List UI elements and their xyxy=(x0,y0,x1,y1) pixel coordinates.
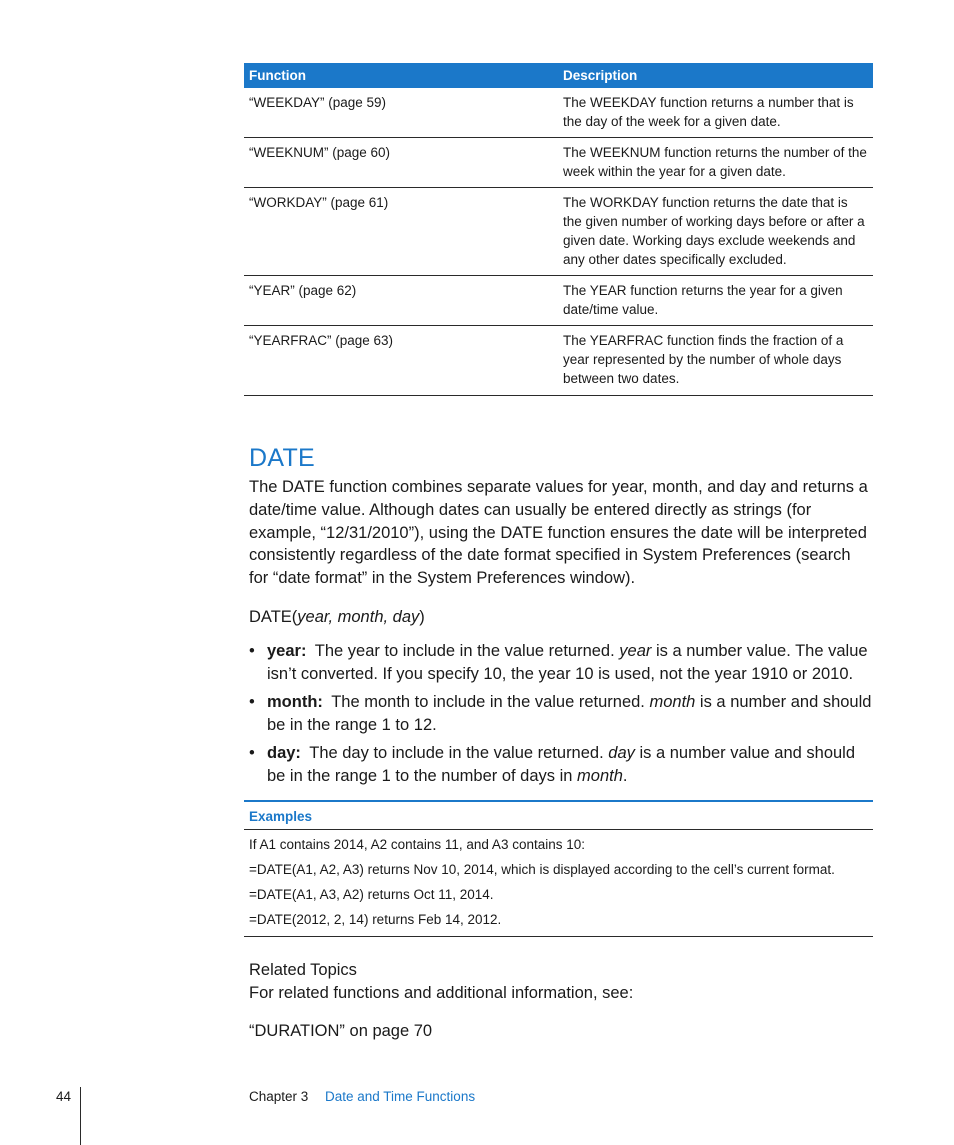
function-link[interactable]: “WORKDAY” (page 61) xyxy=(244,188,558,276)
argument-item-year xyxy=(244,640,873,686)
section-title: DATE xyxy=(249,444,316,472)
bullet-icon: • xyxy=(249,641,255,660)
argument-name: year: xyxy=(267,641,307,660)
argument-list xyxy=(244,640,873,788)
table-row xyxy=(244,188,873,276)
related-topics-text: For related functions and additional information, see: xyxy=(249,983,634,1002)
table-row xyxy=(244,276,873,326)
function-table xyxy=(244,63,873,396)
syntax-close-paren: ) xyxy=(419,607,425,626)
argument-emphasis: month xyxy=(577,766,623,785)
table-row xyxy=(244,88,873,138)
argument-text: . xyxy=(622,766,628,785)
function-link[interactable]: “YEARFRAC” (page 63) xyxy=(244,326,558,396)
argument-text: The year to include in the value returned. xyxy=(314,641,620,660)
function-description: The WEEKNUM function returns the number of the week within the year for a given date. xyxy=(558,138,873,188)
syntax-function-name: DATE xyxy=(249,607,292,626)
argument-emphasis: day xyxy=(608,743,635,762)
example-line: =DATE(A1, A2, A3) returns Nov 10, 2014, which is displayed according to the cell’s current format. xyxy=(249,861,835,877)
page-content xyxy=(244,63,873,1042)
syntax-arguments: year, month, day xyxy=(297,607,420,626)
argument-text: is a number value. The value isn’t converted. If you specify 10, the year 10 is used, not the year 1910 or 2010. xyxy=(267,641,868,683)
function-link[interactable]: “WEEKNUM” (page 60) xyxy=(244,138,558,188)
example-line: =DATE(A1, A3, A2) returns Oct 11, 2014. xyxy=(249,886,494,902)
table-row xyxy=(244,138,873,188)
footer-divider xyxy=(80,1087,81,1145)
bullet-icon: • xyxy=(249,692,255,711)
function-description: The YEARFRAC function finds the fraction of a year represented by the number of whole days between two dates. xyxy=(558,326,873,396)
page-number: 44 xyxy=(56,1089,72,1104)
bullet-icon: • xyxy=(249,743,255,762)
footer-chapter-title-link[interactable]: Date and Time Functions xyxy=(325,1089,476,1104)
function-description: The WEEKDAY function returns a number that is the day of the week for a given date. xyxy=(558,88,873,138)
function-link[interactable]: “YEAR” (page 62) xyxy=(244,276,558,326)
argument-text: is a number and should be in the range 1 to 12. xyxy=(267,692,872,734)
function-description: The WORKDAY function returns the date that is the given number of working days before or after a given date. Working days exclude weekends and any other dates specifically excluded. xyxy=(558,188,873,276)
argument-text: The day to include in the value returned. xyxy=(309,743,609,762)
argument-item-month xyxy=(244,691,873,737)
table-row xyxy=(244,326,873,396)
related-topics-heading: Related Topics xyxy=(249,960,357,979)
argument-emphasis: year xyxy=(619,641,652,660)
example-line: If A1 contains 2014, A2 contains 11, and A3 contains 10: xyxy=(249,836,585,852)
argument-name: day: xyxy=(267,743,301,762)
column-header-function: Function xyxy=(244,63,558,88)
examples-box xyxy=(244,800,873,937)
argument-text: is a number value and should be in the range 1 to the number of days in xyxy=(267,743,856,785)
table-header-row xyxy=(244,63,873,88)
argument-text: The month to include in the value returned. xyxy=(331,692,650,711)
column-header-description: Description xyxy=(558,63,873,88)
syntax-open-paren: ( xyxy=(291,607,298,626)
footer-chapter-label: Chapter 3 xyxy=(249,1089,309,1104)
related-topic-link[interactable]: “DURATION” on page 70 xyxy=(249,1021,433,1040)
section-intro: The DATE function combines separate values for year, month, and day and returns a date/time value. Although dates can usually be entered directly as strings (for example, “12/31/2010”), using the DATE function ensures the date will be interpreted consistently regardless of the date format specified in System Preferences (search for “date format” in the System Preferences window). xyxy=(249,478,868,588)
argument-emphasis: month xyxy=(649,692,696,711)
argument-item-day xyxy=(244,742,873,788)
function-link[interactable]: “WEEKDAY” (page 59) xyxy=(244,88,558,138)
function-syntax xyxy=(249,606,873,628)
function-description: The YEAR function returns the year for a given date/time value. xyxy=(558,276,873,326)
argument-name: month: xyxy=(267,692,323,711)
example-line: =DATE(2012, 2, 14) returns Feb 14, 2012. xyxy=(249,911,502,927)
examples-heading: Examples xyxy=(244,802,873,830)
